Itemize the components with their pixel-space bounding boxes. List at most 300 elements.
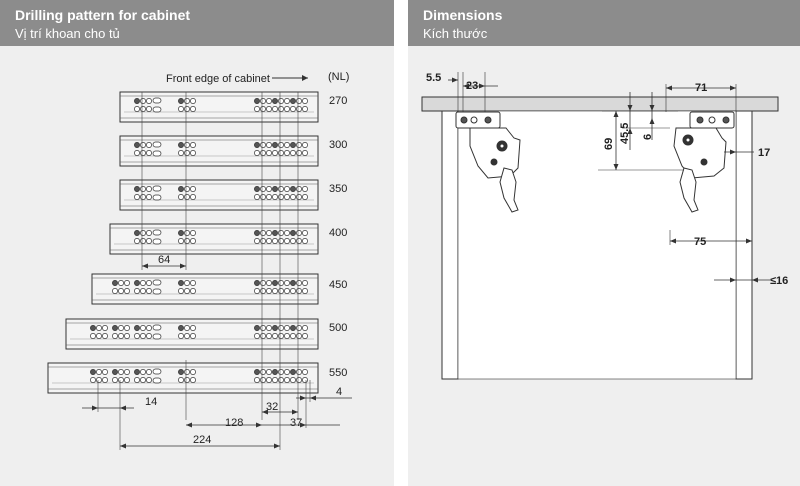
rail-500-hole <box>302 333 307 338</box>
rail-270-hole <box>290 98 295 103</box>
dim-224-arrow-left <box>120 444 126 449</box>
dim-5-5-arrow <box>452 78 458 83</box>
rail-350-hole <box>178 186 183 191</box>
rail-270-hole <box>296 106 301 111</box>
rail-500-hole <box>102 325 107 330</box>
rail-450-hole <box>178 280 183 285</box>
rail-350-hole <box>254 186 259 191</box>
dimensions-panel <box>408 0 800 486</box>
rail-350-slot <box>153 195 161 200</box>
rail-450-slot <box>153 280 161 285</box>
rail-350-hole <box>302 194 307 199</box>
rail-350-hole <box>146 194 151 199</box>
dim-71-arrow-right <box>730 86 736 91</box>
rail-500-hole <box>278 333 283 338</box>
rail-400-hole <box>254 230 259 235</box>
rail-300-hole <box>296 142 301 147</box>
rail-400-hole <box>146 238 151 243</box>
length-label-500: 500 <box>329 322 348 334</box>
rail-550-hole <box>302 369 307 374</box>
rail-350-hole <box>296 186 301 191</box>
rail-500-hole <box>184 325 189 330</box>
dim-224-arrow-right <box>274 444 280 449</box>
rail-300-hole <box>254 142 259 147</box>
dim-45-5-label: 45.5 <box>619 122 631 144</box>
length-label-300: 300 <box>329 139 348 151</box>
rail-350-hole <box>140 186 145 191</box>
rail-500-hole <box>112 325 117 330</box>
rail-400-hole <box>290 230 295 235</box>
rail-550-hole <box>190 377 195 382</box>
rail-500-hole <box>96 325 101 330</box>
dim-16-label: ≤16 <box>770 275 789 287</box>
rail-450-hole <box>190 280 195 285</box>
rail-400-hole <box>296 230 301 235</box>
rail-500-hole <box>112 333 117 338</box>
rail-550-hole <box>178 377 183 382</box>
dim-4-label: 4 <box>336 386 343 398</box>
rail-300-hole <box>140 142 145 147</box>
rail-550-hole <box>146 377 151 382</box>
rail-550-hole <box>266 377 271 382</box>
rail-350-hole <box>290 186 295 191</box>
dim-23-arrow-right <box>479 84 485 89</box>
rail-450-hole <box>260 280 265 285</box>
rail-550-hole <box>118 369 123 374</box>
rail-270-hole <box>190 98 195 103</box>
rail-400-hole <box>178 230 183 235</box>
rail-270-hole <box>296 98 301 103</box>
rail-500-slot <box>153 334 161 339</box>
rail-400-slot <box>153 239 161 244</box>
rail-500-hole <box>284 333 289 338</box>
rail-270-hole <box>284 98 289 103</box>
rail-500-hole <box>134 325 139 330</box>
dim-128-arrow-left <box>186 423 192 428</box>
rail-350-hole <box>254 194 259 199</box>
dim-14-label: 14 <box>145 396 158 408</box>
rail-550-hole <box>284 369 289 374</box>
rail-550-hole <box>290 377 295 382</box>
rail-500-hole <box>284 325 289 330</box>
rail-500-hole <box>266 325 271 330</box>
rail-300-hole <box>178 142 183 147</box>
rail-550-hole <box>284 377 289 382</box>
rail-270-hole <box>290 106 295 111</box>
rail-550-hole <box>290 369 295 374</box>
length-label-350: 350 <box>329 183 348 195</box>
rail-450-hole <box>296 280 301 285</box>
rail-550-hole <box>254 369 259 374</box>
rail-500-hole <box>134 333 139 338</box>
rail-270-hole <box>254 106 259 111</box>
rail-550-slot <box>153 369 161 374</box>
cabinet-left-side <box>442 111 458 379</box>
rail-550-hole <box>302 377 307 382</box>
rail-550-hole <box>184 369 189 374</box>
rail-500-hole <box>140 333 145 338</box>
rail-550-hole <box>124 377 129 382</box>
rail-400-hole <box>278 230 283 235</box>
rail-group <box>48 92 318 393</box>
rail-550-hole <box>118 377 123 382</box>
rail-450-hole <box>284 288 289 293</box>
drilling-pattern-subtitle: Vị trí khoan cho tủ <box>15 26 120 41</box>
rail-550-slot <box>153 378 161 383</box>
rail-400-hole <box>184 230 189 235</box>
rail-400-hole <box>284 238 289 243</box>
rail-400-hole <box>266 230 271 235</box>
rail-450-hole <box>272 280 277 285</box>
rail-300-hole <box>134 142 139 147</box>
rail-300-hole <box>278 142 283 147</box>
rail-350-hole <box>284 186 289 191</box>
rail-500-hole <box>178 325 183 330</box>
rail-270-slot <box>153 107 161 112</box>
rail-500-hole <box>260 333 265 338</box>
rail-270-hole <box>146 98 151 103</box>
rail-350-hole <box>266 186 271 191</box>
rail-550-hole <box>90 377 95 382</box>
rail-500-hole <box>102 333 107 338</box>
rail-550-hole <box>278 377 283 382</box>
rail-500-hole <box>260 325 265 330</box>
rail-300-hole <box>260 142 265 147</box>
dim-64-arrow-left <box>142 264 148 269</box>
rail-550-hole <box>272 377 277 382</box>
rail-300-hole <box>266 142 271 147</box>
rail-550-hole <box>112 369 117 374</box>
rail-500-hole <box>96 333 101 338</box>
rail-500-hole <box>296 325 301 330</box>
dim-4-arrow-left <box>300 396 306 401</box>
dim-64-arrow-right <box>180 264 186 269</box>
rail-550-hole <box>278 369 283 374</box>
rail-400-hole <box>260 230 265 235</box>
rail-300-hole <box>254 150 259 155</box>
dim-224-label: 224 <box>193 434 212 446</box>
rail-550-hole <box>272 369 277 374</box>
rail-500-hole <box>118 325 123 330</box>
drilling-pattern-title: Drilling pattern for cabinet <box>15 7 191 23</box>
rail-270-hole <box>140 98 145 103</box>
rail-450-hole <box>134 288 139 293</box>
rail-300-hole <box>184 150 189 155</box>
rail-400-hole <box>140 230 145 235</box>
rail-550-hole <box>260 377 265 382</box>
rail-400-hole <box>296 238 301 243</box>
rail-450-hole <box>140 280 145 285</box>
rail-350-hole <box>272 186 277 191</box>
rail-400-hole <box>260 238 265 243</box>
rail-350-hole <box>190 186 195 191</box>
rail-270-hole <box>184 106 189 111</box>
rail-300-hole <box>290 150 295 155</box>
rail-350-hole <box>278 186 283 191</box>
rail-450-hole <box>184 288 189 293</box>
rail-270-hole <box>302 106 307 111</box>
rail-450-hole <box>266 280 271 285</box>
rail-300-slot <box>153 151 161 156</box>
rail-270-hole <box>266 106 271 111</box>
rail-300-hole <box>290 142 295 147</box>
rail-450-hole <box>124 280 129 285</box>
length-label-400: 400 <box>329 227 348 239</box>
rail-350-hole <box>184 186 189 191</box>
dim-32-arrow-right <box>292 410 298 415</box>
rail-300-hole <box>272 150 277 155</box>
rail-400-hole <box>272 238 277 243</box>
rail-400-hole <box>134 238 139 243</box>
rail-550-hole <box>146 369 151 374</box>
rail-300-hole <box>260 150 265 155</box>
rail-550-hole <box>140 377 145 382</box>
dim-37-label: 37 <box>290 417 303 429</box>
rail-500-hole <box>290 333 295 338</box>
rail-450-hole <box>254 280 259 285</box>
cabinet-top-panel <box>422 97 778 111</box>
rail-450-hole <box>118 288 123 293</box>
rail-300-hole <box>134 150 139 155</box>
rail-270-hole <box>134 106 139 111</box>
rail-400-hole <box>302 238 307 243</box>
dim-71-label: 71 <box>695 82 708 94</box>
rail-350-hole <box>260 186 265 191</box>
rail-400-hole <box>146 230 151 235</box>
rail-300-hole <box>146 150 151 155</box>
rail-500-hole <box>254 333 259 338</box>
front-edge-label: Front edge of cabinet <box>166 73 270 85</box>
dim-17-label: 17 <box>758 147 771 159</box>
rail-270-slot <box>153 98 161 103</box>
rail-270-hole <box>190 106 195 111</box>
rail-350-hole <box>184 194 189 199</box>
rail-500-hole <box>272 333 277 338</box>
rail-550-hole <box>112 377 117 382</box>
rail-450-hole <box>146 288 151 293</box>
rail-450-hole <box>112 280 117 285</box>
rail-450-hole <box>266 288 271 293</box>
rail-270-hole <box>278 98 283 103</box>
drilling-pattern-panel <box>0 0 394 486</box>
rail-450-hole <box>260 288 265 293</box>
rail-350-hole <box>266 194 271 199</box>
rail-300-hole <box>302 142 307 147</box>
rail-350-hole <box>178 194 183 199</box>
rail-550-hole <box>140 369 145 374</box>
dim-14-arrow-left <box>92 406 98 411</box>
rail-350-slot <box>153 186 161 191</box>
rail-500-hole <box>266 333 271 338</box>
dim-4-arrow-right <box>310 396 316 401</box>
rail-270-hole <box>146 106 151 111</box>
dim-64-label: 64 <box>158 254 171 266</box>
rail-450-hole <box>278 288 283 293</box>
rail-300-hole <box>284 150 289 155</box>
rail-350-hole <box>190 194 195 199</box>
rail-550-hole <box>96 369 101 374</box>
rail-450-hole <box>184 280 189 285</box>
rail-500-hole <box>290 325 295 330</box>
length-label-550: 550 <box>329 367 348 379</box>
rail-300-slot <box>153 142 161 147</box>
rail-500-hole <box>140 325 145 330</box>
rail-450-hole <box>124 288 129 293</box>
cabinet-right-side <box>736 111 752 379</box>
rail-350-hole <box>302 186 307 191</box>
rail-400-hole <box>278 238 283 243</box>
rail-300-hole <box>146 142 151 147</box>
rail-500-hole <box>190 333 195 338</box>
rail-400-hole <box>184 238 189 243</box>
rail-300-hole <box>140 150 145 155</box>
rail-450-hole <box>290 280 295 285</box>
rail-550-hole <box>266 369 271 374</box>
rail-270-hole <box>260 98 265 103</box>
rail-450-hole <box>190 288 195 293</box>
rail-550-hole <box>254 377 259 382</box>
rail-550-hole <box>260 369 265 374</box>
rail-550-hole <box>102 369 107 374</box>
dimensions-title: Dimensions <box>423 7 503 23</box>
dim-14-arrow-right <box>120 406 126 411</box>
rail-450-hole <box>118 280 123 285</box>
rail-450-hole <box>302 288 307 293</box>
rail-400-slot <box>153 230 161 235</box>
rail-550-hole <box>184 377 189 382</box>
rail-500-hole <box>178 333 183 338</box>
rail-500-slot <box>153 325 161 330</box>
rail-450-hole <box>284 280 289 285</box>
rail-350-hole <box>260 194 265 199</box>
rail-550-hole <box>190 369 195 374</box>
rail-550-hole <box>178 369 183 374</box>
dim-32-label: 32 <box>266 401 279 413</box>
rail-300-hole <box>178 150 183 155</box>
rail-400-hole <box>266 238 271 243</box>
length-label-270: 270 <box>329 95 348 107</box>
dimensions-drawing <box>408 0 800 486</box>
rail-400-hole <box>140 238 145 243</box>
rail-400-hole <box>284 230 289 235</box>
rail-400-hole <box>190 238 195 243</box>
rail-450-hole <box>140 288 145 293</box>
rail-300-hole <box>302 150 307 155</box>
rail-500-hole <box>278 325 283 330</box>
rail-500-hole <box>184 333 189 338</box>
rail-270-hole <box>278 106 283 111</box>
rail-270-hole <box>184 98 189 103</box>
rail-300-hole <box>272 142 277 147</box>
rail-550-hole <box>296 377 301 382</box>
rail-450-hole <box>254 288 259 293</box>
dim-5-5-label: 5.5 <box>426 72 442 84</box>
rail-450-hole <box>296 288 301 293</box>
rail-450-hole <box>178 288 183 293</box>
rail-450-hole <box>290 288 295 293</box>
rail-550-hole <box>124 369 129 374</box>
rail-350-hole <box>278 194 283 199</box>
rail-300-hole <box>278 150 283 155</box>
rail-500-hole <box>296 333 301 338</box>
rail-270-hole <box>260 106 265 111</box>
rail-270-hole <box>178 106 183 111</box>
rail-450-hole <box>112 288 117 293</box>
drilling-pattern-drawing <box>0 0 394 486</box>
rail-350-hole <box>140 194 145 199</box>
rail-500-hole <box>90 325 95 330</box>
dim-69-label: 69 <box>603 137 615 150</box>
rail-270-hole <box>266 98 271 103</box>
rail-400-hole <box>302 230 307 235</box>
rail-270-hole <box>302 98 307 103</box>
rail-450-hole <box>272 288 277 293</box>
rail-550-hole <box>134 369 139 374</box>
rail-350-hole <box>296 194 301 199</box>
rail-550-hole <box>90 369 95 374</box>
rail-450-hole <box>302 280 307 285</box>
dim-75-label: 75 <box>694 236 707 248</box>
rail-350-hole <box>290 194 295 199</box>
dim-6-label: 6 <box>642 133 654 140</box>
rail-550-hole <box>296 369 301 374</box>
rail-270-hole <box>134 98 139 103</box>
rail-270-hole <box>272 106 277 111</box>
rail-400-hole <box>178 238 183 243</box>
rail-400-hole <box>272 230 277 235</box>
rail-300-hole <box>190 142 195 147</box>
rail-350-hole <box>134 194 139 199</box>
rail-500-hole <box>90 333 95 338</box>
front-edge-arrowhead <box>302 75 308 81</box>
rail-350-hole <box>134 186 139 191</box>
rail-450-hole <box>134 280 139 285</box>
dim-23-label: 23 <box>466 80 479 92</box>
rail-350-hole <box>146 186 151 191</box>
dim-128-label: 128 <box>225 417 244 429</box>
dim-16-arrow-right <box>752 278 758 283</box>
rail-270-hole <box>140 106 145 111</box>
rail-400-hole <box>254 238 259 243</box>
dim-71-arrow-left <box>666 86 672 91</box>
rail-500-hole <box>124 333 129 338</box>
rail-270-hole <box>284 106 289 111</box>
rail-270-hole <box>178 98 183 103</box>
length-label-450: 450 <box>329 279 348 291</box>
rail-270-hole <box>272 98 277 103</box>
rail-270-hole <box>254 98 259 103</box>
rail-500-hole <box>254 325 259 330</box>
rail-550-hole <box>96 377 101 382</box>
rail-550-hole <box>102 377 107 382</box>
rail-500-hole <box>118 333 123 338</box>
rail-300-hole <box>184 142 189 147</box>
rail-500-hole <box>124 325 129 330</box>
rail-350-hole <box>272 194 277 199</box>
nl-header: (NL) <box>328 71 350 83</box>
rail-300-hole <box>190 150 195 155</box>
rail-450-hole <box>146 280 151 285</box>
rail-500-hole <box>272 325 277 330</box>
rail-300-hole <box>296 150 301 155</box>
dimensions-subtitle: Kích thước <box>423 26 488 41</box>
rail-300-hole <box>266 150 271 155</box>
rail-500-hole <box>146 325 151 330</box>
dim-128-arrow-right <box>256 423 262 428</box>
rail-450-hole <box>278 280 283 285</box>
rail-450-slot <box>153 289 161 294</box>
rail-400-hole <box>190 230 195 235</box>
